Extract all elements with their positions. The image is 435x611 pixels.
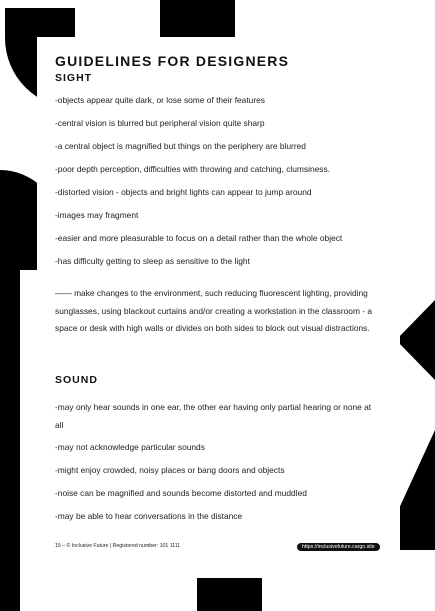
sight-item: -images may fragment	[55, 210, 139, 220]
footer-credit: 15 – © Inclusive Future | Registered number: 101 1111	[55, 543, 181, 549]
sight-item: -has difficulty getting to sleep as sensitive to the light	[55, 256, 250, 266]
decor-shape-bottom-center	[197, 576, 262, 611]
sound-item: -may be able to hear conversations in the distance	[55, 511, 243, 521]
sight-item: -poor depth perception, difficulties with throwing and catching, clumsiness.	[55, 164, 330, 174]
footer-website-link[interactable]: https://inclusivefuture.cargo.site	[297, 543, 380, 551]
sound-heading: SOUND	[55, 374, 98, 386]
sound-item: -might enjoy crowded, noisy places or bang doors and objects	[55, 465, 285, 475]
decor-shape-right-diamond	[396, 300, 435, 380]
sound-item: -noise can be magnified and sounds become distorted and muddled	[55, 488, 307, 498]
sight-note: —— make changes to the environment, such reducing fluorescent lighting, providing sunglasses, using blackout curtains and/or creating a workstation in the classroom - a space or desk with high walls or divides on both sides to block out visual distractions.	[55, 288, 373, 333]
sound-item: -may only hear sounds in one ear, the other ear having only partial hearing or none at all	[55, 402, 372, 430]
sight-item: -distorted vision - objects and bright lights can appear to jump around	[55, 187, 312, 197]
page-title: GUIDELINES FOR DESIGNERS	[55, 53, 290, 69]
sound-item: -may not acknowledge particular sounds	[55, 442, 205, 452]
sight-item: -central vision is blurred but peripheral vision quite sharp	[55, 118, 265, 128]
sight-item: -a central object is magnified but things on the periphery are blurred	[55, 141, 306, 151]
sight-item: -easier and more pleasurable to focus on a detail rather than the whole object	[55, 233, 343, 243]
decor-shape-left-strip	[0, 270, 20, 611]
sight-heading: SIGHT	[55, 72, 93, 84]
guidelines-card	[37, 37, 400, 578]
sight-item: -objects appear quite dark, or lose some of their features	[55, 95, 265, 105]
